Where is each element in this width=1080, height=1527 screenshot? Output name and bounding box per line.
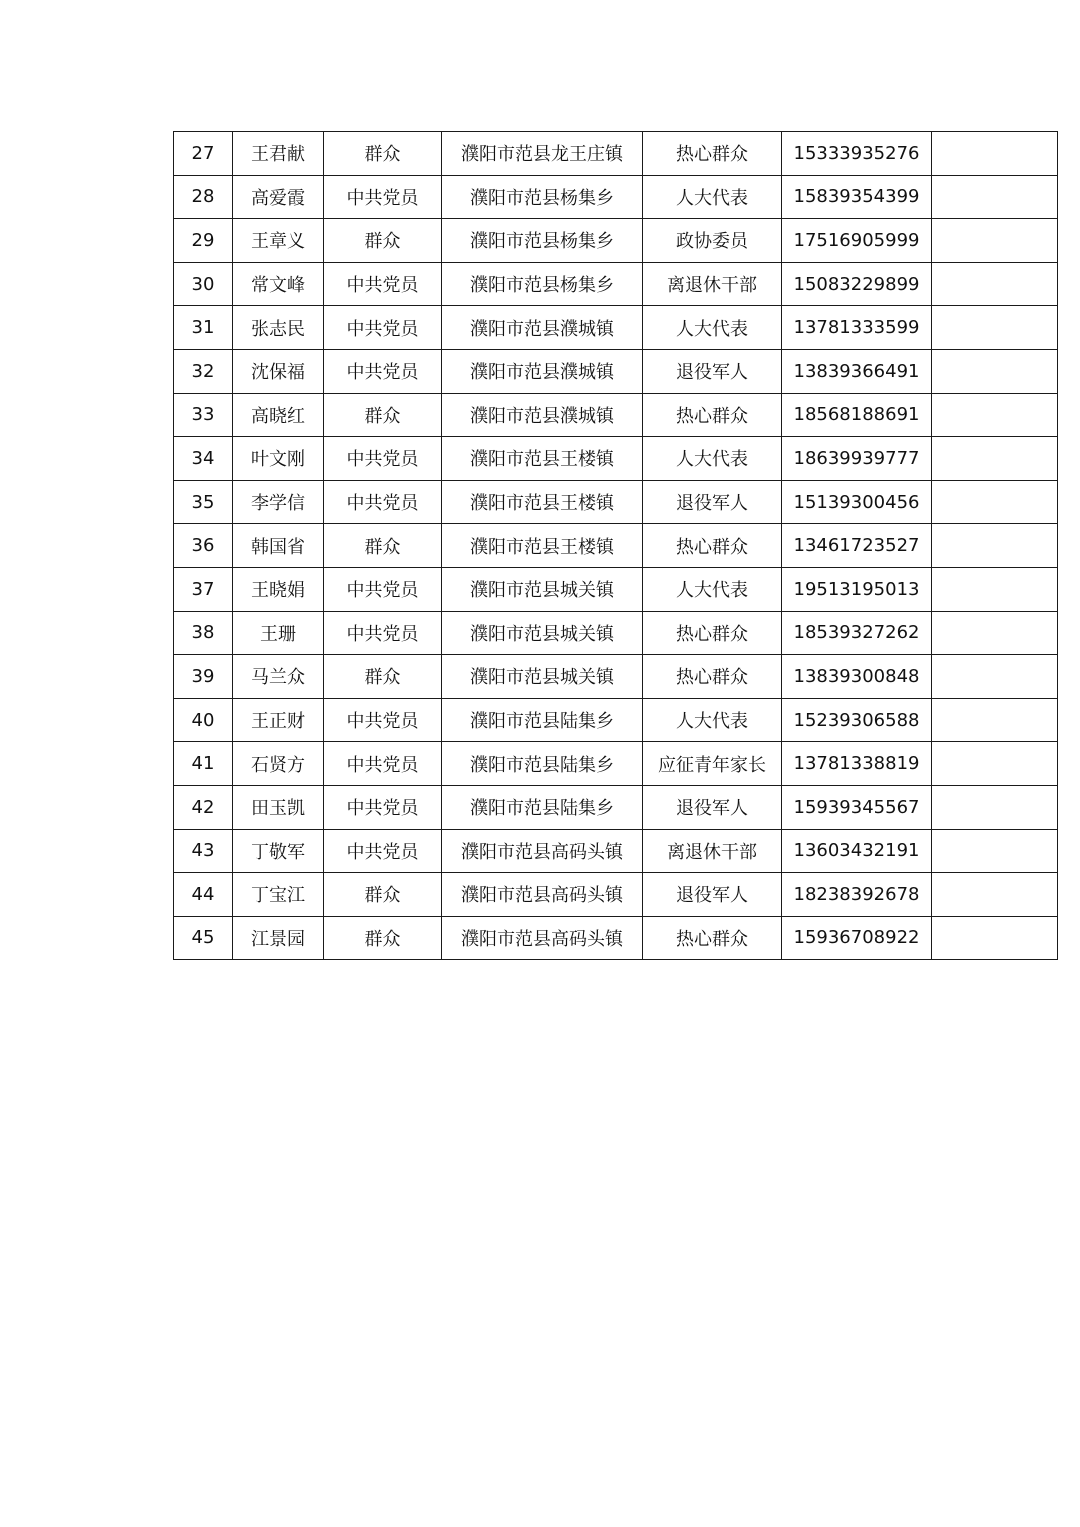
cell-address: 濮阳市范县王楼镇: [442, 437, 643, 481]
cell-political-status: 群众: [324, 873, 442, 917]
cell-phone: 13461723527: [782, 524, 932, 568]
cell-address: 濮阳市范县龙王庄镇: [442, 132, 643, 176]
cell-phone: 18568188691: [782, 393, 932, 437]
cell-phone: 17516905999: [782, 219, 932, 263]
cell-remarks: [932, 393, 1058, 437]
cell-address: 濮阳市范县高码头镇: [442, 873, 643, 917]
cell-political-status: 中共党员: [324, 611, 442, 655]
cell-remarks: [932, 567, 1058, 611]
cell-political-status: 群众: [324, 524, 442, 568]
cell-political-status: 中共党员: [324, 698, 442, 742]
cell-index: 29: [174, 219, 233, 263]
cell-category: 人大代表: [643, 698, 782, 742]
cell-political-status: 群众: [324, 393, 442, 437]
cell-index: 33: [174, 393, 233, 437]
cell-index: 40: [174, 698, 233, 742]
cell-index: 44: [174, 873, 233, 917]
cell-political-status: 群众: [324, 132, 442, 176]
cell-name: 王君献: [233, 132, 324, 176]
cell-phone: 15936708922: [782, 916, 932, 960]
cell-political-status: 群众: [324, 655, 442, 699]
cell-name: 王晓娟: [233, 567, 324, 611]
cell-remarks: [932, 916, 1058, 960]
cell-phone: 18539327262: [782, 611, 932, 655]
roster-table: [173, 131, 1058, 960]
cell-address: 濮阳市范县杨集乡: [442, 175, 643, 219]
table-row: [174, 785, 1058, 829]
cell-address: 濮阳市范县陆集乡: [442, 742, 643, 786]
cell-category: 人大代表: [643, 306, 782, 350]
cell-index: 36: [174, 524, 233, 568]
table-row: [174, 916, 1058, 960]
cell-index: 41: [174, 742, 233, 786]
cell-address: 濮阳市范县杨集乡: [442, 262, 643, 306]
cell-index: 39: [174, 655, 233, 699]
cell-category: 应征青年家长: [643, 742, 782, 786]
cell-index: 37: [174, 567, 233, 611]
table-row: [174, 132, 1058, 176]
cell-political-status: 中共党员: [324, 437, 442, 481]
cell-name: 王章义: [233, 219, 324, 263]
cell-remarks: [932, 742, 1058, 786]
cell-political-status: 中共党员: [324, 349, 442, 393]
cell-phone: 15139300456: [782, 480, 932, 524]
cell-name: 沈保福: [233, 349, 324, 393]
cell-category: 人大代表: [643, 437, 782, 481]
cell-name: 叶文刚: [233, 437, 324, 481]
cell-address: 濮阳市范县王楼镇: [442, 480, 643, 524]
cell-phone: 13603432191: [782, 829, 932, 873]
cell-political-status: 中共党员: [324, 742, 442, 786]
cell-name: 高晓红: [233, 393, 324, 437]
cell-political-status: 中共党员: [324, 829, 442, 873]
cell-address: 濮阳市范县高码头镇: [442, 916, 643, 960]
cell-index: 34: [174, 437, 233, 481]
cell-address: 濮阳市范县濮城镇: [442, 306, 643, 350]
cell-name: 王珊: [233, 611, 324, 655]
table-row: [174, 524, 1058, 568]
cell-remarks: [932, 829, 1058, 873]
cell-name: 田玉凯: [233, 785, 324, 829]
cell-category: 热心群众: [643, 524, 782, 568]
cell-index: 28: [174, 175, 233, 219]
cell-category: 热心群众: [643, 916, 782, 960]
cell-index: 27: [174, 132, 233, 176]
table-row: [174, 829, 1058, 873]
table-row: [174, 349, 1058, 393]
cell-category: 退役军人: [643, 785, 782, 829]
table-row: [174, 306, 1058, 350]
table-row: [174, 873, 1058, 917]
cell-remarks: [932, 785, 1058, 829]
cell-address: 濮阳市范县城关镇: [442, 567, 643, 611]
cell-phone: 15239306588: [782, 698, 932, 742]
cell-phone: 18639939777: [782, 437, 932, 481]
cell-political-status: 中共党员: [324, 785, 442, 829]
cell-name: 张志民: [233, 306, 324, 350]
cell-remarks: [932, 698, 1058, 742]
cell-index: 42: [174, 785, 233, 829]
table-row: [174, 175, 1058, 219]
cell-category: 热心群众: [643, 393, 782, 437]
cell-political-status: 群众: [324, 916, 442, 960]
cell-name: 石贤方: [233, 742, 324, 786]
cell-address: 濮阳市范县濮城镇: [442, 393, 643, 437]
cell-name: 丁宝江: [233, 873, 324, 917]
cell-remarks: [932, 349, 1058, 393]
cell-index: 43: [174, 829, 233, 873]
cell-phone: 13839300848: [782, 655, 932, 699]
cell-phone: 13781338819: [782, 742, 932, 786]
cell-category: 离退休干部: [643, 829, 782, 873]
cell-index: 32: [174, 349, 233, 393]
cell-phone: 15083229899: [782, 262, 932, 306]
cell-remarks: [932, 175, 1058, 219]
cell-address: 濮阳市范县濮城镇: [442, 349, 643, 393]
cell-phone: 15839354399: [782, 175, 932, 219]
cell-address: 濮阳市范县杨集乡: [442, 219, 643, 263]
cell-address: 濮阳市范县城关镇: [442, 655, 643, 699]
cell-remarks: [932, 437, 1058, 481]
cell-category: 热心群众: [643, 655, 782, 699]
cell-phone: 15939345567: [782, 785, 932, 829]
cell-remarks: [932, 306, 1058, 350]
cell-phone: 19513195013: [782, 567, 932, 611]
cell-category: 热心群众: [643, 132, 782, 176]
cell-category: 离退休干部: [643, 262, 782, 306]
cell-category: 人大代表: [643, 175, 782, 219]
cell-category: 退役军人: [643, 349, 782, 393]
table-row: [174, 480, 1058, 524]
cell-category: 热心群众: [643, 611, 782, 655]
cell-political-status: 中共党员: [324, 262, 442, 306]
cell-index: 31: [174, 306, 233, 350]
cell-name: 韩国省: [233, 524, 324, 568]
cell-remarks: [932, 873, 1058, 917]
cell-address: 濮阳市范县王楼镇: [442, 524, 643, 568]
table-row: [174, 567, 1058, 611]
table-row: [174, 742, 1058, 786]
cell-political-status: 中共党员: [324, 306, 442, 350]
cell-political-status: 中共党员: [324, 175, 442, 219]
cell-phone: 18238392678: [782, 873, 932, 917]
cell-name: 常文峰: [233, 262, 324, 306]
cell-name: 李学信: [233, 480, 324, 524]
cell-political-status: 中共党员: [324, 567, 442, 611]
cell-address: 濮阳市范县高码头镇: [442, 829, 643, 873]
cell-remarks: [932, 132, 1058, 176]
table-row: [174, 262, 1058, 306]
cell-address: 濮阳市范县陆集乡: [442, 698, 643, 742]
cell-remarks: [932, 524, 1058, 568]
cell-category: 退役军人: [643, 873, 782, 917]
cell-index: 45: [174, 916, 233, 960]
cell-remarks: [932, 655, 1058, 699]
cell-index: 35: [174, 480, 233, 524]
cell-name: 高爱霞: [233, 175, 324, 219]
cell-name: 丁敬军: [233, 829, 324, 873]
cell-name: 王正财: [233, 698, 324, 742]
cell-category: 政协委员: [643, 219, 782, 263]
table-row: [174, 393, 1058, 437]
cell-remarks: [932, 480, 1058, 524]
cell-political-status: 群众: [324, 219, 442, 263]
cell-address: 濮阳市范县城关镇: [442, 611, 643, 655]
cell-category: 人大代表: [643, 567, 782, 611]
cell-address: 濮阳市范县陆集乡: [442, 785, 643, 829]
cell-remarks: [932, 262, 1058, 306]
cell-remarks: [932, 219, 1058, 263]
cell-index: 38: [174, 611, 233, 655]
cell-category: 退役军人: [643, 480, 782, 524]
cell-phone: 13839366491: [782, 349, 932, 393]
table-row: [174, 698, 1058, 742]
table-row: [174, 219, 1058, 263]
cell-phone: 15333935276: [782, 132, 932, 176]
table-row: [174, 655, 1058, 699]
table-row: [174, 611, 1058, 655]
cell-remarks: [932, 611, 1058, 655]
cell-name: 江景园: [233, 916, 324, 960]
cell-name: 马兰众: [233, 655, 324, 699]
cell-phone: 13781333599: [782, 306, 932, 350]
table-row: [174, 437, 1058, 481]
cell-political-status: 中共党员: [324, 480, 442, 524]
cell-index: 30: [174, 262, 233, 306]
roster-table-body: [174, 132, 1058, 960]
